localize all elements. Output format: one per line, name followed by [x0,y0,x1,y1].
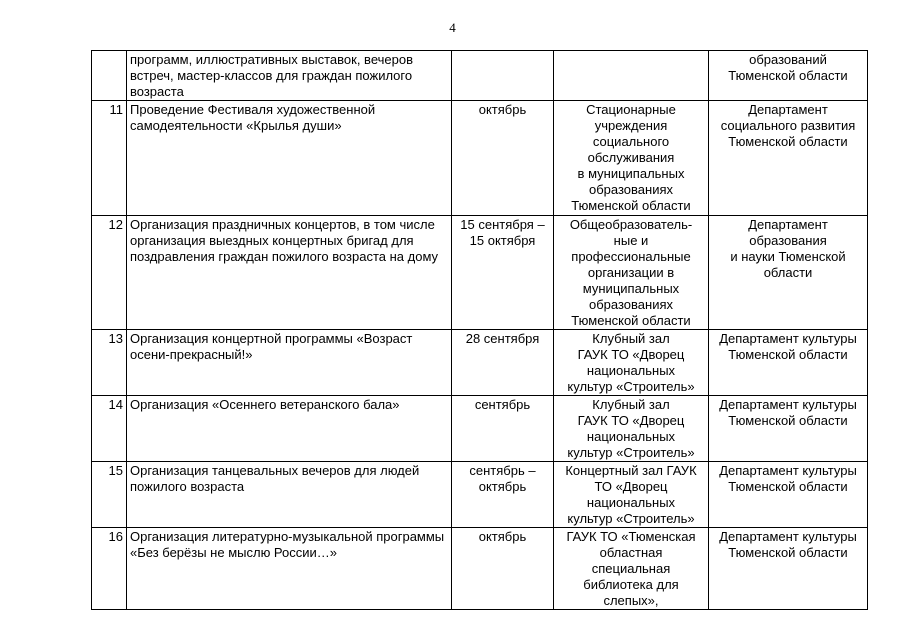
event-responsible: Департамент образования и науки Тюменской области [709,216,868,330]
event-responsible: Департамент культуры Тюменской области [709,528,868,610]
event-date [452,51,554,101]
event-date: сентябрь [452,396,554,462]
row-number: 14 [92,396,127,462]
event-responsible: Департамент культуры Тюменской области [709,396,868,462]
event-place: Концертный зал ГАУК ТО «Дворец национальных культур «Строитель» [554,462,709,528]
event-responsible: Департамент культуры Тюменской области [709,330,868,396]
event-name: программ, иллюстративных выставок, вечеров встреч, мастер-классов для граждан пожилого возраста [127,51,452,101]
row-number: 15 [92,462,127,528]
event-place: ГАУК ТО «Тюменская областная специальная библиотека для слепых», [554,528,709,610]
events-table [91,50,868,610]
event-place: Клубный зал ГАУК ТО «Дворец национальных культур «Строитель» [554,330,709,396]
event-name: Организация праздничных концертов, в том числе организация выездных концертных бригад для поздравления граждан пожилого возраста на дому [127,216,452,330]
event-date: октябрь [452,101,554,216]
table-row [92,330,868,396]
event-place [554,51,709,101]
table-row [92,528,868,610]
event-responsible: Департамент социального развития Тюменской области [709,101,868,216]
event-name: Организация «Осеннего ветеранского бала» [127,396,452,462]
event-responsible: образований Тюменской области [709,51,868,101]
table-row [92,101,868,216]
event-name: Организация литературно-музыкальной программы «Без берёзы не мыслю России…» [127,528,452,610]
event-name: Проведение Фестиваля художественной самодеятельности «Крылья души» [127,101,452,216]
event-place: Общеобразователь- ные и профессиональные организации в муниципальных образованиях Тюменской области [554,216,709,330]
event-place: Клубный зал ГАУК ТО «Дворец национальных культур «Строитель» [554,396,709,462]
row-number: 13 [92,330,127,396]
event-place: Стационарные учреждения социального обслуживания в муниципальных образованиях Тюменской области [554,101,709,216]
event-name: Организация концертной программы «Возраст осени-прекрасный!» [127,330,452,396]
row-number: 11 [92,101,127,216]
table-row [92,396,868,462]
row-number: 12 [92,216,127,330]
event-date: октябрь [452,528,554,610]
event-date: 15 сентября – 15 октября [452,216,554,330]
table-row [92,462,868,528]
event-name: Организация танцевальных вечеров для людей пожилого возраста [127,462,452,528]
event-date: 28 сентября [452,330,554,396]
event-responsible: Департамент культуры Тюменской области [709,462,868,528]
event-date: сентябрь – октябрь [452,462,554,528]
table-row [92,51,868,101]
row-number [92,51,127,101]
table-row [92,216,868,330]
row-number: 16 [92,528,127,610]
page-number: 4 [449,20,456,35]
